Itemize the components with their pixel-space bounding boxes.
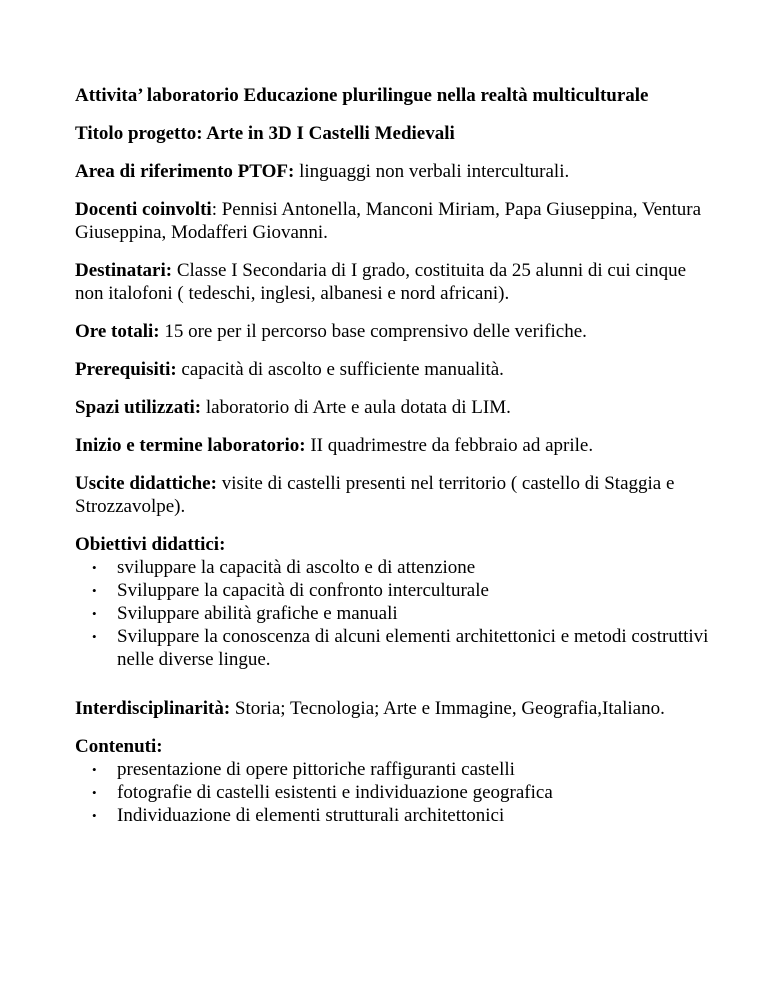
bullet-icon: • bbox=[92, 762, 97, 777]
field-docenti-value: : Pennisi Antonella, Manconi Miriam, Papa Giuseppina, Ventura Giuseppina, Modafferi Giovanni. bbox=[75, 199, 702, 243]
document-page bbox=[75, 84, 715, 842]
list-item bbox=[92, 579, 715, 602]
list-item-text: Sviluppare abilità grafiche e manuali bbox=[117, 603, 398, 624]
document-title: Attivita’ laboratorio Educazione plurilingue nella realtà multiculturale bbox=[75, 85, 649, 106]
field-interdisciplinarita-value: Storia; Tecnologia; Arte e Immagine, Geografia,Italiano. bbox=[230, 698, 665, 719]
list-item bbox=[92, 781, 715, 804]
field-destinatari-value: Classe I Secondaria di I grado, costituita da 25 alunni di cui cinque non italofoni ( tedeschi, inglesi, albanesi e nord africani). bbox=[75, 260, 687, 304]
list-item-text: Individuazione di elementi strutturali architettonici bbox=[117, 805, 505, 826]
list-item-text: sviluppare la capacità di ascolto e di attenzione bbox=[117, 557, 476, 578]
contenuti-section bbox=[75, 735, 715, 827]
bullet-icon: • bbox=[92, 629, 97, 644]
list-item bbox=[92, 758, 715, 781]
field-ore-label: Ore totali: bbox=[75, 321, 160, 342]
field-uscite-label: Uscite didattiche: bbox=[75, 473, 217, 494]
obiettivi-label: Obiettivi didattici: bbox=[75, 534, 226, 555]
field-spazi-label: Spazi utilizzati: bbox=[75, 397, 202, 418]
list-item-text: fotografie di castelli esistenti e individuazione geografica bbox=[117, 782, 553, 803]
field-ore bbox=[75, 320, 715, 343]
bullet-icon: • bbox=[92, 606, 97, 621]
field-docenti bbox=[75, 198, 715, 244]
field-spazi-value: laboratorio di Arte e aula dotata di LIM. bbox=[201, 397, 511, 418]
field-prerequisiti-label: Prerequisiti: bbox=[75, 359, 177, 380]
bullet-icon: • bbox=[92, 808, 97, 823]
list-item-text: Sviluppare la capacità di confronto interculturale bbox=[117, 580, 489, 601]
obiettivi-list bbox=[75, 556, 715, 671]
list-item bbox=[92, 804, 715, 827]
field-area-value: linguaggi non verbali interculturali. bbox=[294, 161, 570, 182]
list-item-text: Sviluppare la conoscenza di alcuni elementi architettonici e metodi costruttivi nelle diverse lingue. bbox=[117, 626, 709, 670]
field-uscite bbox=[75, 472, 715, 518]
field-interdisciplinarita bbox=[75, 697, 715, 720]
project-title: Titolo progetto: Arte in 3D I Castelli Medievali bbox=[75, 123, 455, 144]
list-item bbox=[92, 625, 715, 671]
field-inizio bbox=[75, 434, 715, 457]
field-destinatari bbox=[75, 259, 715, 305]
field-inizio-label: Inizio e termine laboratorio: bbox=[75, 435, 306, 456]
field-prerequisiti bbox=[75, 358, 715, 381]
contenuti-list bbox=[75, 758, 715, 827]
bullet-icon: • bbox=[92, 583, 97, 598]
list-item-text: presentazione di opere pittoriche raffiguranti castelli bbox=[117, 759, 515, 780]
list-item bbox=[92, 602, 715, 625]
obiettivi-section bbox=[75, 533, 715, 671]
field-inizio-value: II quadrimestre da febbraio ad aprile. bbox=[305, 435, 594, 456]
field-area bbox=[75, 160, 715, 183]
list-item bbox=[92, 556, 715, 579]
field-prerequisiti-value: capacità di ascolto e sufficiente manualità. bbox=[176, 359, 504, 380]
field-docenti-label: Docenti coinvolti bbox=[75, 199, 212, 220]
bullet-icon: • bbox=[92, 560, 97, 575]
field-spazi bbox=[75, 396, 715, 419]
field-destinatari-label: Destinatari: bbox=[75, 260, 173, 281]
field-uscite-value: visite di castelli presenti nel territorio ( castello di Staggia e Strozzavolpe). bbox=[75, 473, 675, 517]
contenuti-label: Contenuti: bbox=[75, 736, 163, 757]
field-ore-value: 15 ore per il percorso base comprensivo delle verifiche. bbox=[159, 321, 587, 342]
field-area-label: Area di riferimento PTOF: bbox=[75, 161, 295, 182]
field-interdisciplinarita-label: Interdisciplinarità: bbox=[75, 698, 231, 719]
bullet-icon: • bbox=[92, 785, 97, 800]
